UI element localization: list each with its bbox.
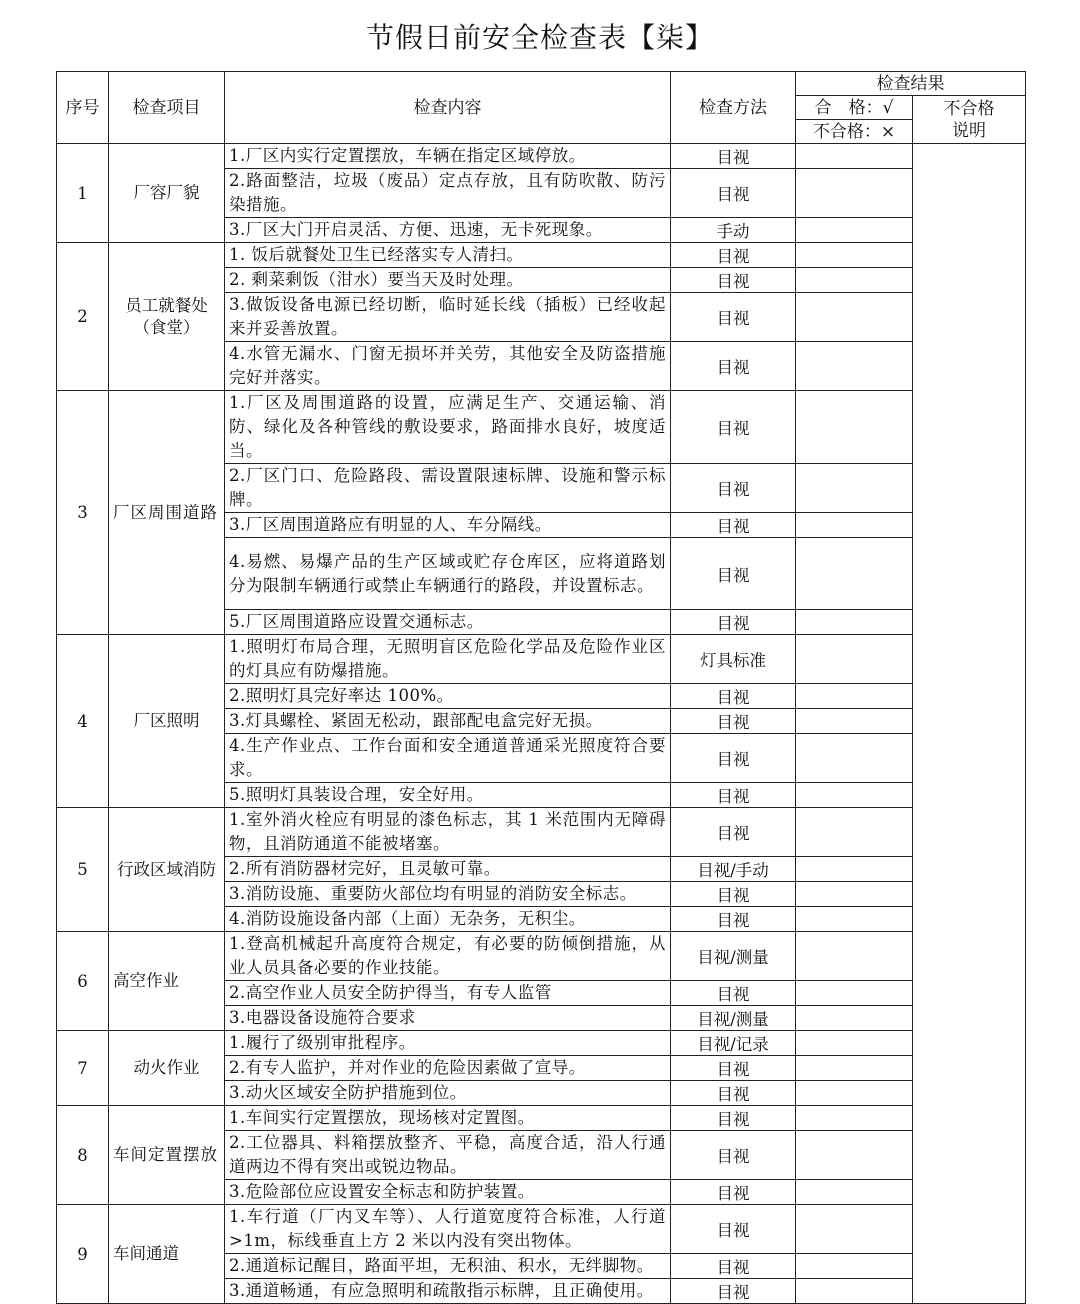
check-method: 目视 <box>671 268 796 293</box>
check-method: 目视 <box>671 293 796 342</box>
table-row <box>57 243 1026 268</box>
result-cell[interactable] <box>796 538 913 610</box>
group-item: 行政区域消防 <box>109 808 225 932</box>
group-item: 车间定置摆放 <box>109 1106 225 1205</box>
result-cell[interactable] <box>796 907 913 932</box>
result-cell[interactable] <box>796 882 913 907</box>
result-cell[interactable] <box>796 932 913 981</box>
table-row <box>57 1205 1026 1254</box>
group-seq: 4 <box>57 635 109 808</box>
check-method: 目视 <box>671 1131 796 1180</box>
check-method: 目视 <box>671 144 796 169</box>
result-cell[interactable] <box>796 391 913 464</box>
result-cell[interactable] <box>796 218 913 243</box>
check-content: 3.消防设施、重要防火部位均有明显的消防安全标志。 <box>225 882 671 907</box>
check-content: 2.所有消防器材完好，且灵敏可靠。 <box>225 857 671 882</box>
result-cell[interactable] <box>796 1180 913 1205</box>
result-cell[interactable] <box>796 734 913 783</box>
page-title: 节假日前安全检查表【柒】 <box>365 21 714 54</box>
check-method: 目视/记录 <box>671 1031 796 1056</box>
check-method: 目视/手动 <box>671 857 796 882</box>
check-content: 2.照明灯具完好率达 100%。 <box>225 684 671 709</box>
result-cell[interactable] <box>796 144 913 169</box>
result-cell[interactable] <box>796 293 913 342</box>
result-cell[interactable] <box>796 169 913 218</box>
table-row <box>57 1106 1026 1131</box>
result-cell[interactable] <box>796 1081 913 1106</box>
group-seq: 3 <box>57 391 109 635</box>
check-content: 4.消防设施设备内部（上面）无杂务，无积尘。 <box>225 907 671 932</box>
table-row <box>57 635 1026 684</box>
check-content: 3.厂区大门开启灵活、方便、迅速，无卡死现象。 <box>225 218 671 243</box>
result-cell[interactable] <box>796 464 913 513</box>
check-content: 4.易燃、易爆产品的生产区域或贮存仓库区，应将道路划分为限制车辆通行或禁止车辆通行的路段，并设置标志。 <box>225 538 671 610</box>
check-method: 目视 <box>671 882 796 907</box>
check-content: 3.做饭设备电源已经切断，临时延长线（插板）已经收起来并妥善放置。 <box>225 293 671 342</box>
result-cell[interactable] <box>796 1031 913 1056</box>
group-item: 高空作业 <box>109 932 225 1031</box>
result-cell[interactable] <box>796 1279 913 1304</box>
check-method: 目视 <box>671 684 796 709</box>
check-content: 1.厂区内实行定置摆放，车辆在指定区域停放。 <box>225 144 671 169</box>
safety-checklist-table <box>56 71 1026 1304</box>
group-item: 车间通道 <box>109 1205 225 1304</box>
check-method: 目视 <box>671 1056 796 1081</box>
check-content: 1.登高机械起升高度符合规定，有必要的防倾倒措施，从业人员具备必要的作业技能。 <box>225 932 671 981</box>
check-content: 2.通道标记醒目，路面平坦，无积油、积水，无绊脚物。 <box>225 1254 671 1279</box>
result-cell[interactable] <box>796 1131 913 1180</box>
header-note-line1: 不合格 <box>943 98 995 119</box>
result-cell[interactable] <box>796 635 913 684</box>
check-method: 目视 <box>671 538 796 610</box>
group-seq: 5 <box>57 808 109 932</box>
header-method: 检查方法 <box>671 72 796 144</box>
check-method: 手动 <box>671 218 796 243</box>
check-content: 5.照明灯具装设合理，安全好用。 <box>225 783 671 808</box>
check-method: 目视 <box>671 243 796 268</box>
group-seq: 8 <box>57 1106 109 1205</box>
check-content: 1.室外消火栓应有明显的漆色标志，其 1 米范围内无障碍物，且消防通道不能被堵塞。 <box>225 808 671 857</box>
table-row <box>57 932 1026 981</box>
check-content: 4.水管无漏水、门窗无损坏并关劳，其他安全及防盗措施完好并落实。 <box>225 342 671 391</box>
check-content: 2.有专人监护，并对作业的危险因素做了宣导。 <box>225 1056 671 1081</box>
group-item: 厂区照明 <box>109 635 225 808</box>
check-method: 目视/测量 <box>671 1006 796 1031</box>
check-content: 3.通道畅通，有应急照明和疏散指示标牌，且正确使用。 <box>225 1279 671 1304</box>
group-item: 厂区周围道路 <box>109 391 225 635</box>
table-row <box>57 808 1026 857</box>
check-method: 目视 <box>671 610 796 635</box>
header-seq: 序号 <box>57 72 109 144</box>
check-method: 目视 <box>671 513 796 538</box>
header-result: 检查结果 <box>796 72 1026 96</box>
note-cell[interactable] <box>913 144 1026 1304</box>
check-content: 2.路面整洁，垃圾（废品）定点存放，且有防吹散、防污染措施。 <box>225 169 671 218</box>
check-content: 1.照明灯布局合理，无照明盲区危险化学品及危险作业区的灯具应有防爆措施。 <box>225 635 671 684</box>
check-content: 3.厂区周围道路应有明显的人、车分隔线。 <box>225 513 671 538</box>
result-cell[interactable] <box>796 610 913 635</box>
check-method: 目视/测量 <box>671 932 796 981</box>
group-item: 员工就餐处（食堂） <box>109 243 225 391</box>
check-method: 目视 <box>671 808 796 857</box>
table-row <box>57 391 1026 464</box>
table-row <box>57 1031 1026 1056</box>
header-item: 检查项目 <box>109 72 225 144</box>
result-cell[interactable] <box>796 1254 913 1279</box>
result-cell[interactable] <box>796 857 913 882</box>
check-content: 3.危险部位应设置安全标志和防护装置。 <box>225 1180 671 1205</box>
group-item: 动火作业 <box>109 1031 225 1106</box>
check-content: 4.生产作业点、工作台面和安全通道普通采光照度符合要求。 <box>225 734 671 783</box>
check-content: 1.履行了级别审批程序。 <box>225 1031 671 1056</box>
header-content: 检查内容 <box>225 72 671 144</box>
result-cell[interactable] <box>796 783 913 808</box>
result-cell[interactable] <box>796 342 913 391</box>
check-content: 2. 剩菜剩饭（泔水）要当天及时处理。 <box>225 268 671 293</box>
header-pass: 合 格：√ <box>796 96 913 120</box>
check-method: 目视 <box>671 342 796 391</box>
result-cell[interactable] <box>796 243 913 268</box>
result-cell[interactable] <box>796 513 913 538</box>
check-content: 2.工位器具、料箱摆放整齐、平稳，高度合适，沿人行通道两边不得有突出或锐边物品。 <box>225 1131 671 1180</box>
check-content: 1.厂区及周围道路的设置，应满足生产、交通运输、消防、绿化及各种管线的敷设要求，路面排水良好，坡度适当。 <box>225 391 671 464</box>
check-method: 目视 <box>671 391 796 464</box>
check-method: 目视 <box>671 783 796 808</box>
header-fail: 不合格：× <box>796 120 913 144</box>
group-seq: 2 <box>57 243 109 391</box>
result-cell[interactable] <box>796 684 913 709</box>
check-content: 5.厂区周围道路应设置交通标志。 <box>225 610 671 635</box>
group-seq: 6 <box>57 932 109 1031</box>
check-content: 2.厂区门口、危险路段、需设置限速标牌、设施和警示标牌。 <box>225 464 671 513</box>
check-content: 2.高空作业人员安全防护得当，有专人监管 <box>225 981 671 1006</box>
result-cell[interactable] <box>796 981 913 1006</box>
group-seq: 1 <box>57 144 109 243</box>
check-content: 1. 饭后就餐处卫生已经落实专人清扫。 <box>225 243 671 268</box>
result-cell[interactable] <box>796 709 913 734</box>
result-cell[interactable] <box>796 1006 913 1031</box>
check-content: 3.灯具螺栓、紧固无松动，跟部配电盒完好无损。 <box>225 709 671 734</box>
check-method: 目视 <box>671 1106 796 1131</box>
header-note <box>913 96 1026 144</box>
result-cell[interactable] <box>796 1056 913 1081</box>
check-method: 目视 <box>671 1254 796 1279</box>
header-note-line2: 说明 <box>952 120 986 141</box>
result-cell[interactable] <box>796 808 913 857</box>
check-method: 灯具标准 <box>671 635 796 684</box>
check-content: 3.电器设备设施符合要求 <box>225 1006 671 1031</box>
check-method: 目视 <box>671 734 796 783</box>
check-method: 目视 <box>671 169 796 218</box>
result-cell[interactable] <box>796 1106 913 1131</box>
group-seq: 7 <box>57 1031 109 1106</box>
checklist-body <box>57 144 1026 1304</box>
result-cell[interactable] <box>796 1205 913 1254</box>
check-method: 目视 <box>671 907 796 932</box>
check-method: 目视 <box>671 1081 796 1106</box>
check-method: 目视 <box>671 1180 796 1205</box>
check-method: 目视 <box>671 709 796 734</box>
check-method: 目视 <box>671 1279 796 1304</box>
group-item: 厂容厂貌 <box>109 144 225 243</box>
table-row <box>57 144 1026 169</box>
check-content: 1.车行道（厂内叉车等）、人行道宽度符合标准，人行道>1m，标线垂直上方 2 米以内没有突出物体。 <box>225 1205 671 1254</box>
check-method: 目视 <box>671 464 796 513</box>
check-method: 目视 <box>671 1205 796 1254</box>
check-content: 3.动火区域安全防护措施到位。 <box>225 1081 671 1106</box>
check-method: 目视 <box>671 981 796 1006</box>
result-cell[interactable] <box>796 268 913 293</box>
group-seq: 9 <box>57 1205 109 1304</box>
check-content: 1.车间实行定置摆放，现场核对定置图。 <box>225 1106 671 1131</box>
